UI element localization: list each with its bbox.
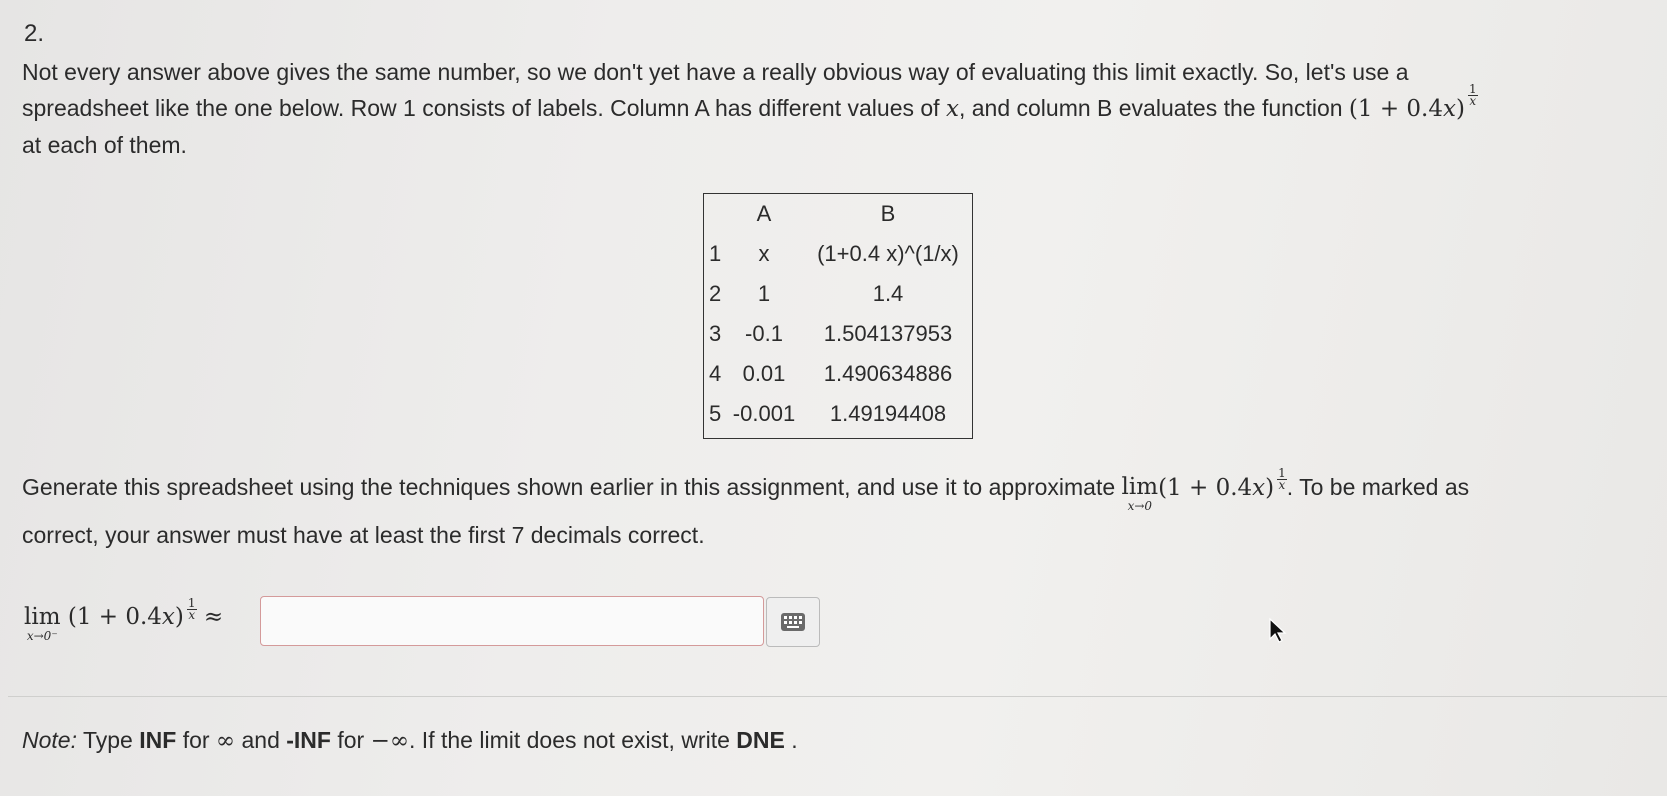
intro-line-1: Not every answer above gives the same number, so we don't yet have a really obvious way of evaluating this limit exactly. So, let's use a xyxy=(22,59,1409,85)
cell-a: x xyxy=(758,241,770,266)
cell-b: 1.490634886 xyxy=(823,361,953,386)
row-number: 1 xyxy=(709,241,722,266)
limit-operator: lim x→0⁻ xyxy=(24,604,61,643)
table-header-row xyxy=(704,194,972,234)
generate-text-b: . To be marked as xyxy=(1286,474,1470,500)
generate-text: Generate this spreadsheet using the techniques shown earlier in this assignment, and use it to approximate xyxy=(22,474,1116,500)
answer-limit-expression: lim x→0⁻ (1 + 0.4x) $\frac{1}{x}$ ≈ xyxy=(24,596,224,643)
cell-a: 0.01 xyxy=(742,361,786,386)
generate-line-2: correct, your answer must have at least the first 7 decimals correct. xyxy=(22,522,705,548)
inf-keyword: INF xyxy=(139,727,177,753)
exponent-fraction: $\frac{1}{x}$ xyxy=(1468,82,1477,108)
table-row xyxy=(704,394,972,434)
cell-b: 1.504137953 xyxy=(823,321,953,346)
keyboard-icon xyxy=(780,612,806,632)
table-row xyxy=(704,234,972,274)
cell-a: 1 xyxy=(757,281,771,306)
table-row xyxy=(704,314,972,354)
cell-a: -0.1 xyxy=(745,321,783,346)
limit-expression: lim x→0 (1 + 0.4x) $\frac{1}{x}$ xyxy=(1121,466,1286,513)
exponent-fraction: $\frac{1}{x}$ xyxy=(187,596,196,622)
dne-keyword: DNE xyxy=(736,727,785,753)
cell-a: -0.001 xyxy=(732,401,796,426)
col-header-b: B xyxy=(880,201,896,226)
infinity-symbol: ∞ xyxy=(215,728,236,754)
col-header-a: A xyxy=(756,201,772,226)
answer-input[interactable] xyxy=(260,596,764,646)
divider xyxy=(8,696,1667,697)
intro-line-2 xyxy=(22,82,1652,127)
approx-symbol: ≈ xyxy=(203,604,224,630)
cell-b: 1.4 xyxy=(872,281,904,306)
function-expression: (1 + 0.4x) $\frac{1}{x}$ xyxy=(1348,82,1477,122)
neg-inf-keyword: -INF xyxy=(286,727,331,753)
mouse-cursor-icon xyxy=(1268,617,1290,643)
cell-b: (1+0.4 x)^(1/x) xyxy=(817,241,959,266)
cell-b: 1.49194408 xyxy=(829,401,947,426)
row-number: 2 xyxy=(709,281,722,306)
spreadsheet-table xyxy=(703,193,973,439)
intro-line-3: at each of them. xyxy=(22,132,187,158)
limit-operator: lim x→0 xyxy=(1121,474,1159,513)
table-row xyxy=(704,274,972,314)
neg-infinity-symbol: −∞ xyxy=(370,728,410,754)
row-number: 5 xyxy=(709,401,722,426)
note-label: Note: xyxy=(22,727,77,753)
row-number: 4 xyxy=(709,361,722,386)
question-number: 2. xyxy=(24,20,45,47)
intro-text: spreadsheet like the one below. Row 1 consists of labels. Column A has different values of xyxy=(22,95,940,121)
row-number: 3 xyxy=(709,321,722,346)
generate-instructions xyxy=(22,466,1470,513)
math-keyboard-button[interactable] xyxy=(766,597,820,647)
intro-text-b: , and column B evaluates the function xyxy=(958,95,1343,121)
table-row xyxy=(704,354,972,394)
note-text: Note: Type INF for ∞ and -INF for −∞. If the limit does not exist, write DNE . xyxy=(22,727,798,754)
question-intro xyxy=(22,54,1652,163)
exponent-fraction: $\frac{1}{x}$ xyxy=(1278,466,1286,492)
var-x: x xyxy=(945,96,959,122)
